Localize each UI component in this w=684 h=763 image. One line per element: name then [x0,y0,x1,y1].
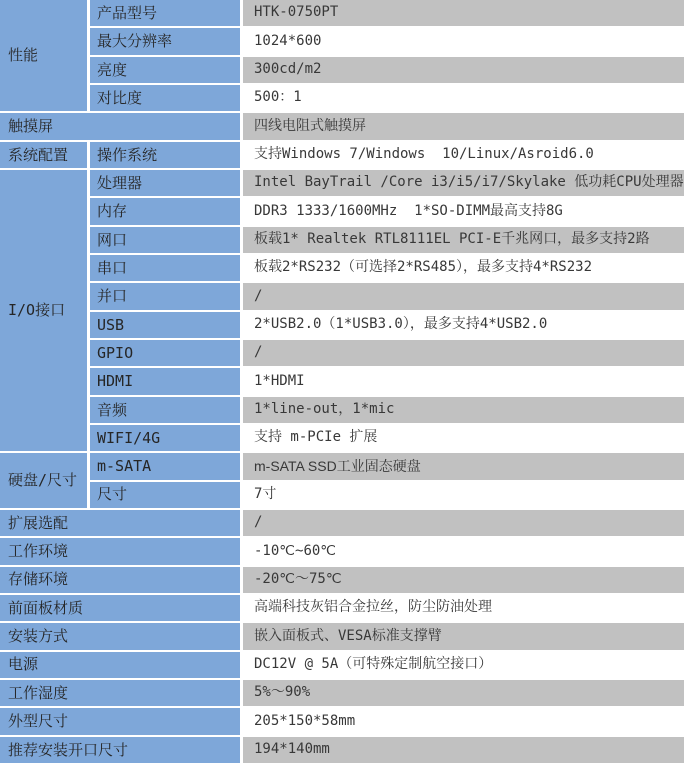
category-expansion: 扩展选配 [0,510,240,536]
value-expansion: / [243,510,684,536]
category-storage-size: 硬盘/尺寸 [0,453,87,508]
table-row [0,85,684,111]
value-front-panel: 高端科技灰铝合金拉丝，防尘防油处理 [243,595,684,621]
category-touchscreen: 触摸屏 [0,113,240,139]
value-cpu: Intel BayTrail /Core i3/i5/i7/Skylake 低功耗CPU处理器 [243,170,684,196]
value-brightness: 300cd/m2 [243,57,684,83]
label-serial-port: 串口 [90,255,240,281]
category-operating-env: 工作环境 [0,538,240,564]
table-row [0,340,684,366]
table-row [0,142,684,168]
label-msata: m-SATA [90,453,240,479]
table-row [0,708,684,734]
category-mounting: 安装方式 [0,623,240,649]
table-row [0,737,684,763]
table-row [0,227,684,253]
label-parallel-port: 并口 [90,283,240,309]
table-row [0,0,684,26]
category-io-ports: I/O接口 [0,170,87,451]
value-hdmi: 1*HDMI [243,368,684,394]
category-performance: 性能 [0,0,87,111]
label-screen-size: 尺寸 [90,482,240,508]
label-contrast-ratio: 对比度 [90,85,240,111]
category-outer-dimensions: 外型尺寸 [0,708,240,734]
label-audio: 音频 [90,397,240,423]
label-cpu: 处理器 [90,170,240,196]
table-row [0,397,684,423]
table-row [0,680,684,706]
value-product-model: HTK-0750PT [243,0,684,26]
value-max-resolution: 1024*600 [243,28,684,54]
table-row [0,482,684,508]
value-power: DC12V @ 5A（可特殊定制航空接口） [243,652,684,678]
table-row [0,57,684,83]
value-ethernet: 板载1* Realtek RTL8111EL PCI-E千兆网口，最多支持2路 [243,227,684,253]
label-brightness: 亮度 [90,57,240,83]
label-os: 操作系统 [90,142,240,168]
category-power: 电源 [0,652,240,678]
table-row [0,623,684,649]
table-row [0,538,684,564]
label-hdmi: HDMI [90,368,240,394]
value-usb: 2*USB2.0（1*USB3.0），最多支持4*USB2.0 [243,312,684,338]
category-storage-env: 存储环境 [0,567,240,593]
value-audio: 1*line-out，1*mic [243,397,684,423]
label-wifi-4g: WIFI/4G [90,425,240,451]
category-system-config: 系统配置 [0,142,87,168]
table-row [0,255,684,281]
table-row [0,453,684,479]
value-mounting: 嵌入面板式、VESA标准支撑臂 [243,623,684,649]
value-serial-port: 板载2*RS232（可选择2*RS485），最多支持4*RS232 [243,255,684,281]
category-humidity: 工作湿度 [0,680,240,706]
value-touchscreen: 四线电阻式触摸屏 [243,113,684,139]
label-max-resolution: 最大分辨率 [90,28,240,54]
table-row [0,425,684,451]
value-cutout-dimensions: 194*140mm [243,737,684,763]
table-row [0,652,684,678]
label-usb: USB [90,312,240,338]
table-row [0,368,684,394]
table-row [0,198,684,224]
table-row [0,312,684,338]
table-row [0,170,684,196]
value-os: 支持Windows 7/Windows 10/Linux/Asroid6.0 [243,142,684,168]
label-memory: 内存 [90,198,240,224]
value-contrast-ratio: 500：1 [243,85,684,111]
value-operating-env: -10℃~60℃ [243,538,684,564]
table-row [0,283,684,309]
label-ethernet: 网口 [90,227,240,253]
value-humidity: 5%～90% [243,680,684,706]
label-gpio: GPIO [90,340,240,366]
category-cutout-dimensions: 推荐安装开口尺寸 [0,737,240,763]
table-row [0,595,684,621]
table-row [0,113,684,139]
table-row [0,510,684,536]
value-msata: m-SATA SSD工业固态硬盘 [243,453,684,479]
table-row [0,28,684,54]
value-outer-dimensions: 205*150*58mm [243,708,684,734]
value-memory: DDR3 1333/1600MHz 1*SO-DIMM最高支持8G [243,198,684,224]
label-product-model: 产品型号 [90,0,240,26]
table-row [0,567,684,593]
value-storage-env: -20℃～75℃ [243,567,684,593]
value-parallel-port: / [243,283,684,309]
value-screen-size: 7寸 [243,482,684,508]
value-wifi-4g: 支持 m-PCIe 扩展 [243,425,684,451]
value-gpio: / [243,340,684,366]
category-front-panel: 前面板材质 [0,595,240,621]
